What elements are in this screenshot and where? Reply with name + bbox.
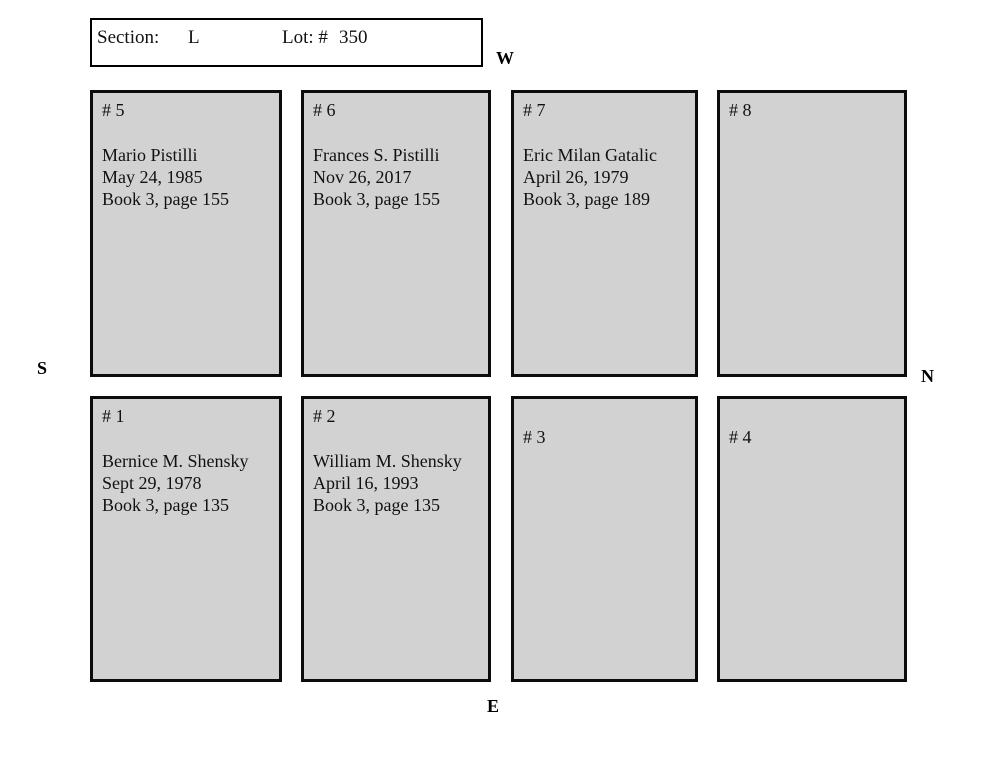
lot-value: 350 <box>339 27 368 48</box>
plot-number: # 1 <box>102 406 125 426</box>
plot-book-reference: Book 3, page 135 <box>102 495 229 515</box>
plot-date: May 24, 1985 <box>102 167 203 187</box>
grave-plot-5 <box>90 90 282 377</box>
plot-number: # 5 <box>102 100 125 120</box>
plot-book-reference: Book 3, page 189 <box>523 189 650 209</box>
plot-number: # 7 <box>523 100 546 120</box>
grave-plot-6 <box>301 90 491 377</box>
plot-occupant-name: Eric Milan Gatalic <box>523 145 657 165</box>
compass-north-label: N <box>921 366 934 386</box>
plot-book-reference: Book 3, page 155 <box>313 189 440 209</box>
plot-info <box>102 450 270 516</box>
compass-south-label: S <box>37 358 48 378</box>
plot-occupant-name: Frances S. Pistilli <box>313 145 440 165</box>
plot-number: # 4 <box>729 427 752 447</box>
plot-number: # 6 <box>313 100 336 120</box>
plot-date: Sept 29, 1978 <box>102 473 202 493</box>
grave-plot-8 <box>717 90 907 377</box>
compass-east-label: E <box>487 696 500 716</box>
lot-label: Lot: # <box>282 27 328 48</box>
plot-number: # 8 <box>729 100 752 120</box>
plot-info <box>313 144 479 210</box>
grave-plot-4 <box>717 396 907 682</box>
plot-number: # 2 <box>313 406 336 426</box>
plot-occupant-name: William M. Shensky <box>313 451 462 471</box>
plot-info <box>523 144 686 210</box>
plot-date: April 26, 1979 <box>523 167 629 187</box>
plot-number: # 3 <box>523 427 546 447</box>
plot-occupant-name: Bernice M. Shensky <box>102 451 249 471</box>
plot-book-reference: Book 3, page 135 <box>313 495 440 515</box>
section-lot-header <box>90 18 483 67</box>
grave-plot-3 <box>511 396 698 682</box>
plot-info <box>313 450 479 516</box>
grave-plot-2 <box>301 396 491 682</box>
plot-date: Nov 26, 2017 <box>313 167 412 187</box>
grave-plot-7 <box>511 90 698 377</box>
section-label: Section: <box>97 27 160 48</box>
compass-west-label: W <box>496 48 514 68</box>
plot-book-reference: Book 3, page 155 <box>102 189 229 209</box>
plot-date: April 16, 1993 <box>313 473 419 493</box>
grave-plot-1 <box>90 396 282 682</box>
plot-info <box>102 144 270 210</box>
plot-occupant-name: Mario Pistilli <box>102 145 198 165</box>
section-value: L <box>188 27 200 48</box>
